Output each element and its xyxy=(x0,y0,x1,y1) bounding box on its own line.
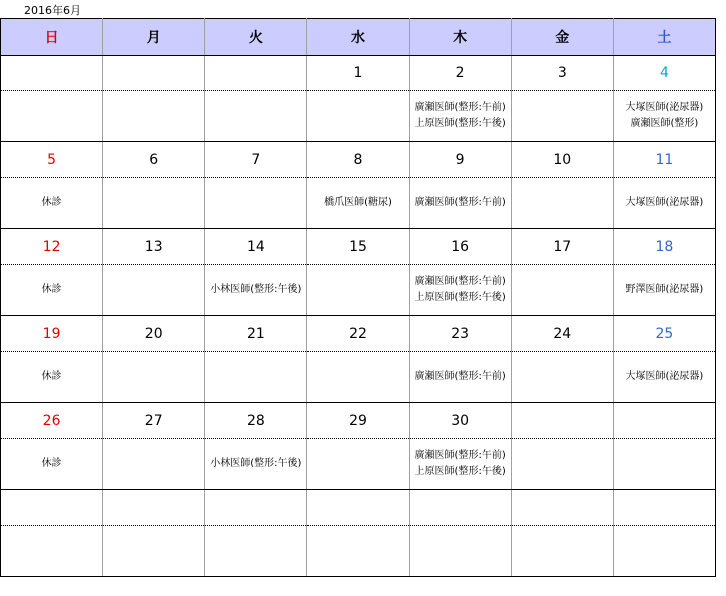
schedule-entry: 休診 xyxy=(41,197,62,208)
calendar-grid xyxy=(0,18,716,577)
date-cell-sat[interactable]: 18 xyxy=(613,229,715,265)
schedule-cell-sun[interactable] xyxy=(1,439,103,490)
schedule-entry: 橋爪医師(糖尿) xyxy=(324,197,392,208)
date-cell-fri[interactable]: 24 xyxy=(511,316,613,352)
schedule-cell-sat[interactable] xyxy=(613,439,715,490)
schedule-entry: 廣瀬医師(整形) xyxy=(630,118,699,129)
week-1-schedule-row xyxy=(1,91,716,142)
schedule-cell-sat[interactable] xyxy=(613,91,715,142)
schedule-cell-fri[interactable] xyxy=(511,178,613,229)
schedule-cell-sat[interactable] xyxy=(613,526,715,577)
schedule-entry: 大塚医師(泌尿器) xyxy=(625,102,704,113)
schedule-entry: 上原医師(整形:午後) xyxy=(414,118,506,129)
schedule-cell-tue[interactable] xyxy=(205,265,307,316)
schedule-entry: 野澤医師(泌尿器) xyxy=(625,284,704,295)
schedule-cell-thu[interactable] xyxy=(409,91,511,142)
schedule-entry: 大塚医師(泌尿器) xyxy=(625,197,704,208)
week-2-date-row xyxy=(1,142,716,178)
date-cell-mon[interactable]: 27 xyxy=(103,403,205,439)
week-6-date-row xyxy=(1,490,716,526)
date-cell-sun[interactable]: 5 xyxy=(1,142,103,178)
schedule-cell-wed[interactable] xyxy=(307,526,409,577)
date-cell-tue[interactable]: 28 xyxy=(205,403,307,439)
weekday-header-row xyxy=(1,19,716,56)
schedule-cell-wed[interactable] xyxy=(307,265,409,316)
schedule-entry: 廣瀬医師(整形:午前) xyxy=(414,276,506,287)
schedule-cell-sun[interactable] xyxy=(1,178,103,229)
schedule-entry: 廣瀬医師(整形:午前) xyxy=(414,450,506,461)
date-cell-fri[interactable]: 10 xyxy=(511,142,613,178)
date-cell-wed[interactable]: 22 xyxy=(307,316,409,352)
date-cell-sat[interactable]: 25 xyxy=(613,316,715,352)
schedule-cell-mon[interactable] xyxy=(103,265,205,316)
schedule-cell-wed[interactable] xyxy=(307,439,409,490)
schedule-cell-tue[interactable] xyxy=(205,352,307,403)
date-cell-tue[interactable] xyxy=(205,490,307,526)
schedule-cell-thu[interactable] xyxy=(409,439,511,490)
weekday-header-fri: 金 xyxy=(511,19,613,56)
date-cell-sun[interactable]: 26 xyxy=(1,403,103,439)
date-cell-fri[interactable] xyxy=(511,490,613,526)
schedule-cell-fri[interactable] xyxy=(511,352,613,403)
schedule-cell-sun[interactable] xyxy=(1,265,103,316)
date-cell-wed[interactable] xyxy=(307,490,409,526)
date-cell-tue[interactable]: 21 xyxy=(205,316,307,352)
week-4-date-row xyxy=(1,316,716,352)
schedule-cell-mon[interactable] xyxy=(103,352,205,403)
date-cell-tue[interactable]: 14 xyxy=(205,229,307,265)
date-cell-fri[interactable] xyxy=(511,403,613,439)
calendar-title: 2016年6月 xyxy=(24,4,81,17)
date-cell-wed[interactable]: 8 xyxy=(307,142,409,178)
date-cell-mon[interactable]: 6 xyxy=(103,142,205,178)
schedule-cell-sat[interactable] xyxy=(613,265,715,316)
schedule-entry: 休診 xyxy=(41,284,62,295)
date-cell-thu[interactable]: 23 xyxy=(409,316,511,352)
schedule-cell-sat[interactable] xyxy=(613,352,715,403)
week-3-date-row xyxy=(1,229,716,265)
schedule-cell-tue[interactable] xyxy=(205,526,307,577)
weekday-header-sun: 日 xyxy=(1,19,103,56)
schedule-cell-mon[interactable] xyxy=(103,439,205,490)
date-cell-thu[interactable]: 9 xyxy=(409,142,511,178)
schedule-entry: 休診 xyxy=(41,371,62,382)
schedule-entry: 大塚医師(泌尿器) xyxy=(625,371,704,382)
schedule-cell-fri[interactable] xyxy=(511,526,613,577)
week-2-schedule-row xyxy=(1,178,716,229)
date-cell-sun[interactable] xyxy=(1,490,103,526)
schedule-cell-wed[interactable] xyxy=(307,91,409,142)
schedule-cell-sun[interactable] xyxy=(1,526,103,577)
schedule-cell-wed[interactable] xyxy=(307,178,409,229)
date-cell-sat[interactable]: 11 xyxy=(613,142,715,178)
schedule-cell-mon[interactable] xyxy=(103,91,205,142)
date-cell-thu[interactable] xyxy=(409,490,511,526)
date-cell-fri[interactable]: 17 xyxy=(511,229,613,265)
weekday-header-wed: 水 xyxy=(307,19,409,56)
date-cell-wed[interactable]: 15 xyxy=(307,229,409,265)
schedule-entry: 廣瀬医師(整形:午前) xyxy=(414,371,506,382)
schedule-cell-tue[interactable] xyxy=(205,439,307,490)
week-5-schedule-row xyxy=(1,439,716,490)
weekday-header-thu: 木 xyxy=(409,19,511,56)
date-cell-sat[interactable]: 4 xyxy=(613,56,715,91)
date-cell-thu[interactable]: 2 xyxy=(409,56,511,91)
date-cell-sun[interactable]: 12 xyxy=(1,229,103,265)
week-1-date-row xyxy=(1,56,716,91)
weekday-header-sat: 土 xyxy=(613,19,715,56)
schedule-entry: 休診 xyxy=(41,458,62,469)
weekday-header-mon: 月 xyxy=(103,19,205,56)
date-cell-sun[interactable]: 19 xyxy=(1,316,103,352)
schedule-entry: 廣瀬医師(整形:午前) xyxy=(414,197,506,208)
schedule-cell-thu[interactable] xyxy=(409,352,511,403)
schedule-cell-thu[interactable] xyxy=(409,526,511,577)
schedule-entry: 上原医師(整形:午後) xyxy=(414,466,506,477)
schedule-cell-thu[interactable] xyxy=(409,265,511,316)
schedule-cell-sun[interactable] xyxy=(1,91,103,142)
date-cell-tue[interactable] xyxy=(205,56,307,91)
schedule-cell-sat[interactable] xyxy=(613,178,715,229)
schedule-cell-tue[interactable] xyxy=(205,178,307,229)
schedule-cell-fri[interactable] xyxy=(511,91,613,142)
week-5-date-row xyxy=(1,403,716,439)
schedule-entry: 廣瀬医師(整形:午前) xyxy=(414,102,506,113)
date-cell-thu[interactable]: 16 xyxy=(409,229,511,265)
week-6-schedule-row xyxy=(1,526,716,577)
schedule-cell-tue[interactable] xyxy=(205,91,307,142)
date-cell-fri[interactable]: 3 xyxy=(511,56,613,91)
schedule-cell-mon[interactable] xyxy=(103,526,205,577)
schedule-cell-sun[interactable] xyxy=(1,352,103,403)
schedule-entry: 上原医師(整形:午後) xyxy=(414,292,506,303)
date-cell-thu[interactable]: 30 xyxy=(409,403,511,439)
schedule-cell-thu[interactable] xyxy=(409,178,511,229)
date-cell-wed[interactable]: 1 xyxy=(307,56,409,91)
weekday-header-tue: 火 xyxy=(205,19,307,56)
date-cell-sun[interactable] xyxy=(1,56,103,91)
date-cell-mon[interactable]: 20 xyxy=(103,316,205,352)
date-cell-sat[interactable] xyxy=(613,403,715,439)
schedule-cell-fri[interactable] xyxy=(511,265,613,316)
schedule-entry: 小林医師(整形:午後) xyxy=(210,284,302,295)
date-cell-mon[interactable]: 13 xyxy=(103,229,205,265)
schedule-cell-wed[interactable] xyxy=(307,352,409,403)
schedule-cell-mon[interactable] xyxy=(103,178,205,229)
date-cell-mon[interactable] xyxy=(103,56,205,91)
schedule-entry: 小林医師(整形:午後) xyxy=(210,458,302,469)
date-cell-tue[interactable]: 7 xyxy=(205,142,307,178)
week-3-schedule-row xyxy=(1,265,716,316)
date-cell-mon[interactable] xyxy=(103,490,205,526)
date-cell-wed[interactable]: 29 xyxy=(307,403,409,439)
week-4-schedule-row xyxy=(1,352,716,403)
schedule-cell-fri[interactable] xyxy=(511,439,613,490)
date-cell-sat[interactable] xyxy=(613,490,715,526)
